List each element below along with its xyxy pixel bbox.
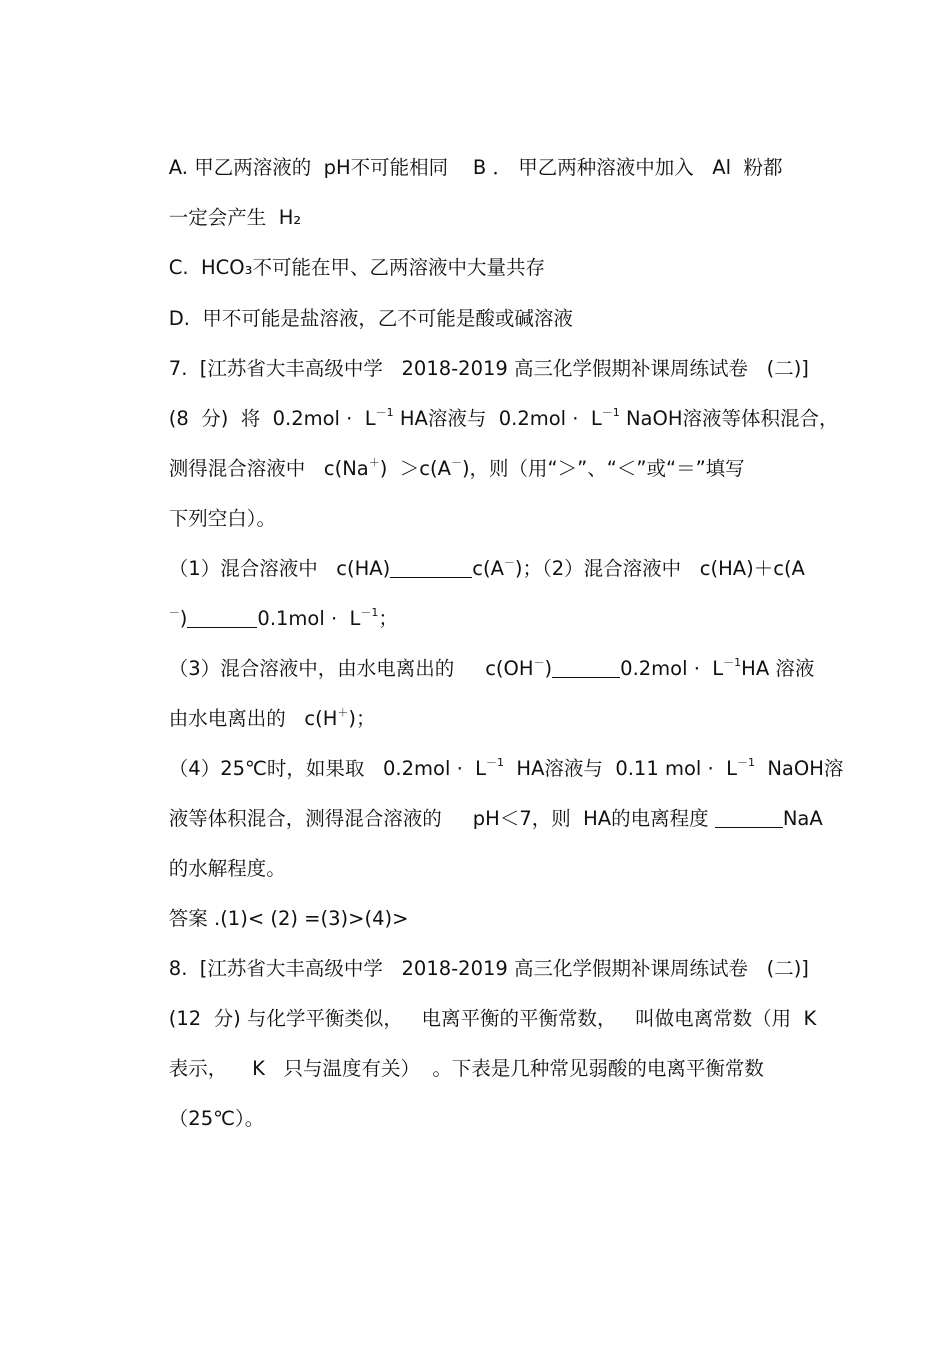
text-run: ) ＞c(A: [379, 457, 451, 480]
text-run: （4）25℃时，如果取 0.2mol · L: [168, 757, 487, 780]
answer-blank[interactable]: [715, 808, 783, 828]
text-run: A. 甲乙两溶液的 pH不可能相同 B ． 甲乙两种溶液中加入 Al 粉都: [168, 156, 783, 179]
text-run: NaA: [782, 807, 823, 830]
text-run: NaOH溶: [754, 757, 844, 780]
superscript: ＋: [368, 456, 380, 469]
superscript: －: [533, 656, 545, 669]
text-run: （3）混合溶液中，由水电离出的 c(OH: [168, 657, 534, 680]
text-run: HA溶液与 0.11 mol · L: [504, 757, 737, 780]
text-run: 由水电离出的 c(H: [168, 707, 338, 730]
superscript: ＋: [337, 706, 349, 719]
text-run: )；（2）混合溶液中 c(HA)＋c(A: [514, 557, 805, 580]
text-run: 答案 .(1)< (2) =(3)>(4)>: [168, 907, 409, 930]
superscript: －: [503, 556, 515, 569]
text-run: ): [544, 657, 553, 680]
text-run: （25℃）。: [168, 1107, 265, 1130]
text-run: )，则（用“＞”、“＜”或“＝”填写: [461, 457, 745, 480]
text-run: (8 分) 将 0.2mol · L: [168, 407, 376, 430]
text-run: 0.1mol · L: [257, 607, 361, 630]
text-run: HA 溶液: [741, 657, 815, 680]
text-run: c(A: [472, 557, 504, 580]
text-run: HA溶液与 0.2mol · L: [393, 407, 602, 430]
text-run: 8. [江苏省大丰高级中学 2018-2019 高三化学假期补课周练试卷 (二)]: [168, 957, 809, 980]
superscript: －1: [723, 656, 742, 669]
text-run: 一定会产生 H₂: [168, 206, 302, 229]
text-run: 0.2mol · L: [620, 657, 724, 680]
text-run: 表示， K 只与温度有关） 。下表是几种常见弱酸的电离平衡常数: [168, 1057, 764, 1080]
superscript: －: [450, 456, 462, 469]
superscript: －: [168, 606, 180, 619]
text-run: ): [179, 607, 188, 630]
text-run: (12 分) 与化学平衡类似， 电离平衡的平衡常数， 叫做电离常数（用 K: [168, 1007, 817, 1030]
text-run: )；: [348, 707, 376, 730]
superscript: －1: [736, 756, 755, 769]
superscript: －1: [601, 406, 620, 419]
text-run: 下列空白）。: [168, 507, 277, 530]
text-run: 的水解程度。: [168, 857, 286, 880]
text-run: ；: [378, 607, 398, 630]
superscript: －1: [486, 756, 505, 769]
answer-blank[interactable]: [187, 608, 257, 628]
text-run: （1）混合溶液中 c(HA): [168, 557, 391, 580]
text-run: 测得混合溶液中 c(Na: [168, 457, 369, 480]
answer-blank[interactable]: [390, 558, 472, 578]
text-run: NaOH溶液等体积混合，: [619, 407, 839, 430]
superscript: －1: [360, 606, 379, 619]
question-8-stem-line-3: [144, 1080, 264, 1158]
superscript: －1: [375, 406, 394, 419]
text-run: C. HCO₃不可能在甲、乙两溶液中大量共存: [168, 256, 545, 279]
answer-blank[interactable]: [552, 658, 620, 678]
text-run: 7. [江苏省大丰高级中学 2018-2019 高三化学假期补课周练试卷 (二)]: [168, 357, 809, 380]
text-run: 液等体积混合，测得混合溶液的 pH＜7，则 HA的电离程度: [168, 807, 715, 830]
text-run: D. 甲不可能是盐溶液，乙不可能是酸或碱溶液: [168, 307, 573, 330]
